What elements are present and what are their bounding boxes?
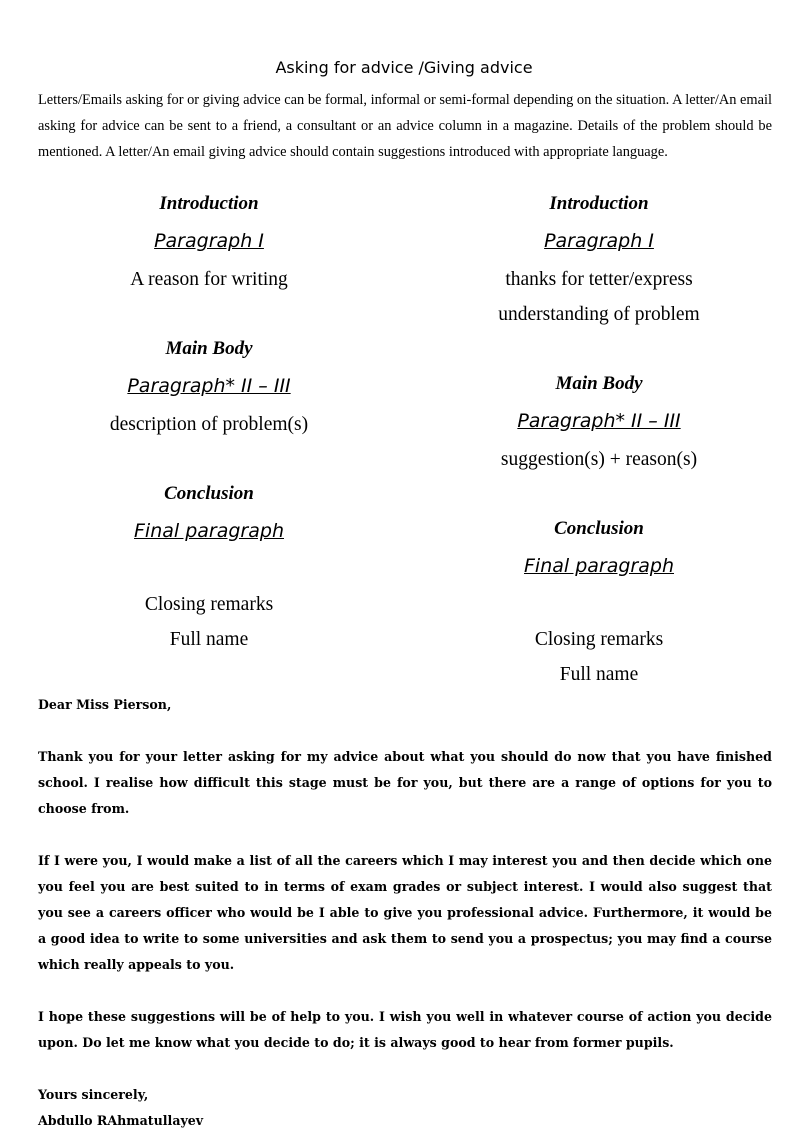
letter-paragraph-3: I hope these suggestions will be of help to you. I wish you well in whatever course of action you decide upon. Do let me know what you decide to do; it is always good to hear from former pupils. [38, 1009, 772, 1050]
left-full-name: Full name [169, 629, 249, 650]
left-body-heading: Main Body [165, 338, 253, 359]
letter-signature: Abdullo RAhmatullayev [38, 1113, 204, 1128]
right-intro-heading: Introduction [549, 193, 649, 214]
page-title: Asking for advice /Giving advice [275, 58, 533, 77]
left-conclusion-heading: Conclusion [164, 483, 254, 504]
right-intro-text-line1: thanks for tetter/express [505, 269, 693, 290]
left-closing-remarks: Closing remarks [144, 594, 274, 615]
right-full-name: Full name [559, 664, 639, 685]
right-intro-text-line2: understanding of problem [498, 304, 700, 325]
right-intro-paragraph-label: Paragraph I [544, 230, 654, 252]
right-body-heading: Main Body [555, 373, 643, 394]
left-intro-heading: Introduction [159, 193, 259, 214]
right-closing-remarks: Closing remarks [534, 629, 664, 650]
letter-signoff: Yours sincerely, [38, 1087, 149, 1102]
left-intro-text: A reason for writing [130, 269, 288, 290]
sample-letter [38, 692, 772, 1134]
left-intro-paragraph-label: Paragraph I [154, 230, 264, 252]
intro-paragraph: Letters/Emails asking for or giving advice can be formal, informal or semi-formal depending on the situation. A letter/An email asking for advice can be sent to a friend, a consultant or an advice column in a magazine. Details of the problem should be mentioned. A letter/An email giving advice should contain suggestions introduced with appropriate language. [38, 92, 772, 160]
letter-greeting: Dear Miss Pierson, [38, 697, 172, 712]
letter-paragraph-2: If I were you, I would make a list of all the careers which I may interest you and then decide which one you feel you are best suited to in terms of exam grades or subject interest. I would also suggest that you see a careers officer who would be I able to give you professional advice. Furthermore, it would be a good idea to write to some universities and ask them to send you a prospectus; you may find a course which really appeals to you. [38, 853, 772, 972]
left-conclusion-paragraph-label: Final paragraph [134, 520, 284, 542]
letter-paragraph-1: Thank you for your letter asking for my advice about what you should do now that you have finished school. I realise how difficult this stage must be for you, but there are a range of options for you to choose from. [38, 749, 772, 816]
left-body-text: description of problem(s) [109, 414, 309, 435]
right-body-paragraph-label: Paragraph* II – III [517, 410, 681, 432]
right-conclusion-paragraph-label: Final paragraph [524, 555, 674, 577]
left-body-paragraph-label: Paragraph* II – III [127, 375, 291, 397]
right-conclusion-heading: Conclusion [554, 518, 644, 539]
right-body-text: suggestion(s) + reason(s) [500, 449, 698, 470]
